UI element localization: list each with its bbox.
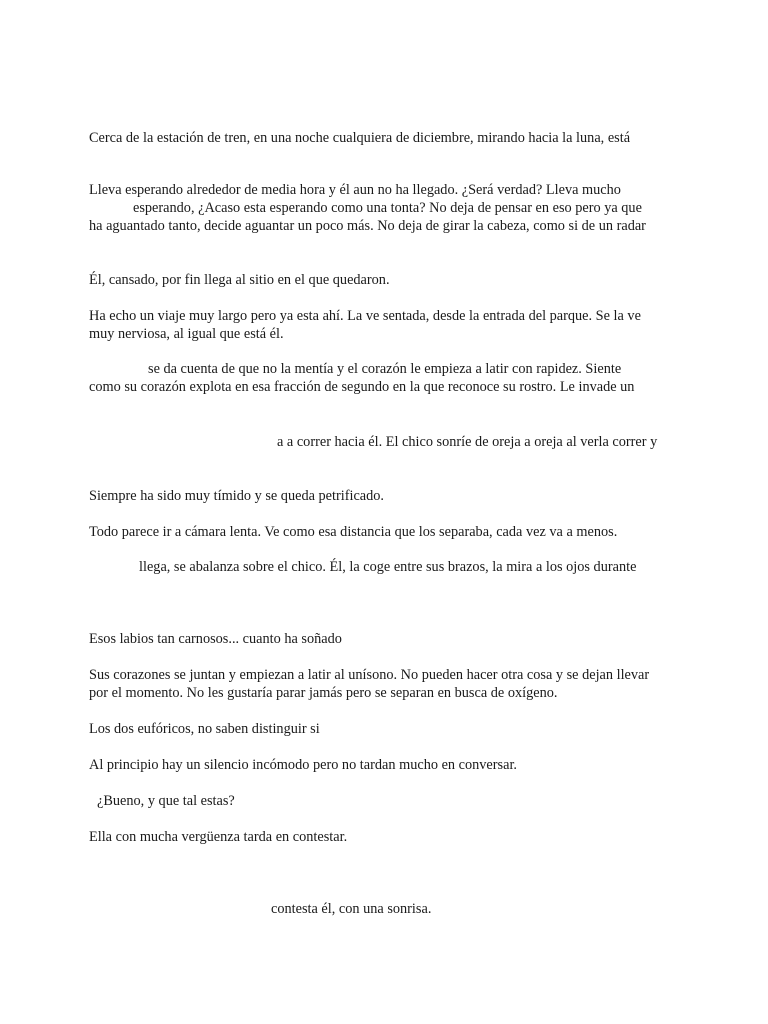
text-line-21: contesta él, con una sonrisa. — [271, 901, 432, 917]
text-line-11: Siempre ha sido muy tímido y se queda petrificado. — [89, 488, 385, 504]
text-line-7: muy nerviosa, al igual que está él. — [89, 326, 284, 342]
text-line-6: Ha echo un viaje muy largo pero ya esta ahí. La ve sentada, desde la entrada del parque. Se la ve — [89, 308, 641, 324]
text-line-9: como su corazón explota en esa fracción de segundo en la que reconoce su rostro. Le invade un — [89, 379, 635, 395]
text-line-8: se da cuenta de que no la mentía y el corazón le empieza a latir con rapidez. Siente — [148, 361, 622, 377]
text-line-12: Todo parece ir a cámara lenta. Ve como esa distancia que los separaba, cada vez va a menos. — [89, 524, 618, 540]
text-line-15: Sus corazones se juntan y empiezan a latir al unísono. No pueden hacer otra cosa y se dejan llevar — [89, 667, 650, 683]
text-line-2: Lleva esperando alrededor de media hora y él aun no ha llegado. ¿Será verdad? Lleva mucho — [89, 182, 621, 198]
text-line-3: esperando, ¿Acaso esta esperando como una tonta? No deja de pensar en eso pero ya que — [133, 200, 642, 216]
text-line-19: ¿Bueno, y que tal estas? — [97, 793, 235, 809]
text-line-17: Los dos eufóricos, no saben distinguir si — [89, 721, 320, 737]
text-line-13: llega, se abalanza sobre el chico. Él, la coge entre sus brazos, la mira a los ojos durante — [139, 559, 637, 575]
text-line-10: a a correr hacia él. El chico sonríe de oreja a oreja al verla correr y — [277, 434, 658, 450]
text-line-1: Cerca de la estación de tren, en una noche cualquiera de diciembre, mirando hacia la luna, está — [89, 130, 631, 146]
text-line-16: por el momento. No les gustaría parar jamás pero se separan en busca de oxígeno. — [89, 685, 558, 701]
text-line-18: Al principio hay un silencio incómodo pero no tardan mucho en conversar. — [89, 757, 517, 773]
text-line-20: Ella con mucha vergüenza tarda en contestar. — [89, 829, 348, 845]
text-line-14: Esos labios tan carnosos... cuanto ha soñado — [89, 631, 342, 647]
text-line-4: ha aguantado tanto, decide aguantar un poco más. No deja de girar la cabeza, como si de un radar — [89, 218, 646, 234]
text-line-5: Él, cansado, por fin llega al sitio en el que quedaron. — [89, 272, 390, 288]
